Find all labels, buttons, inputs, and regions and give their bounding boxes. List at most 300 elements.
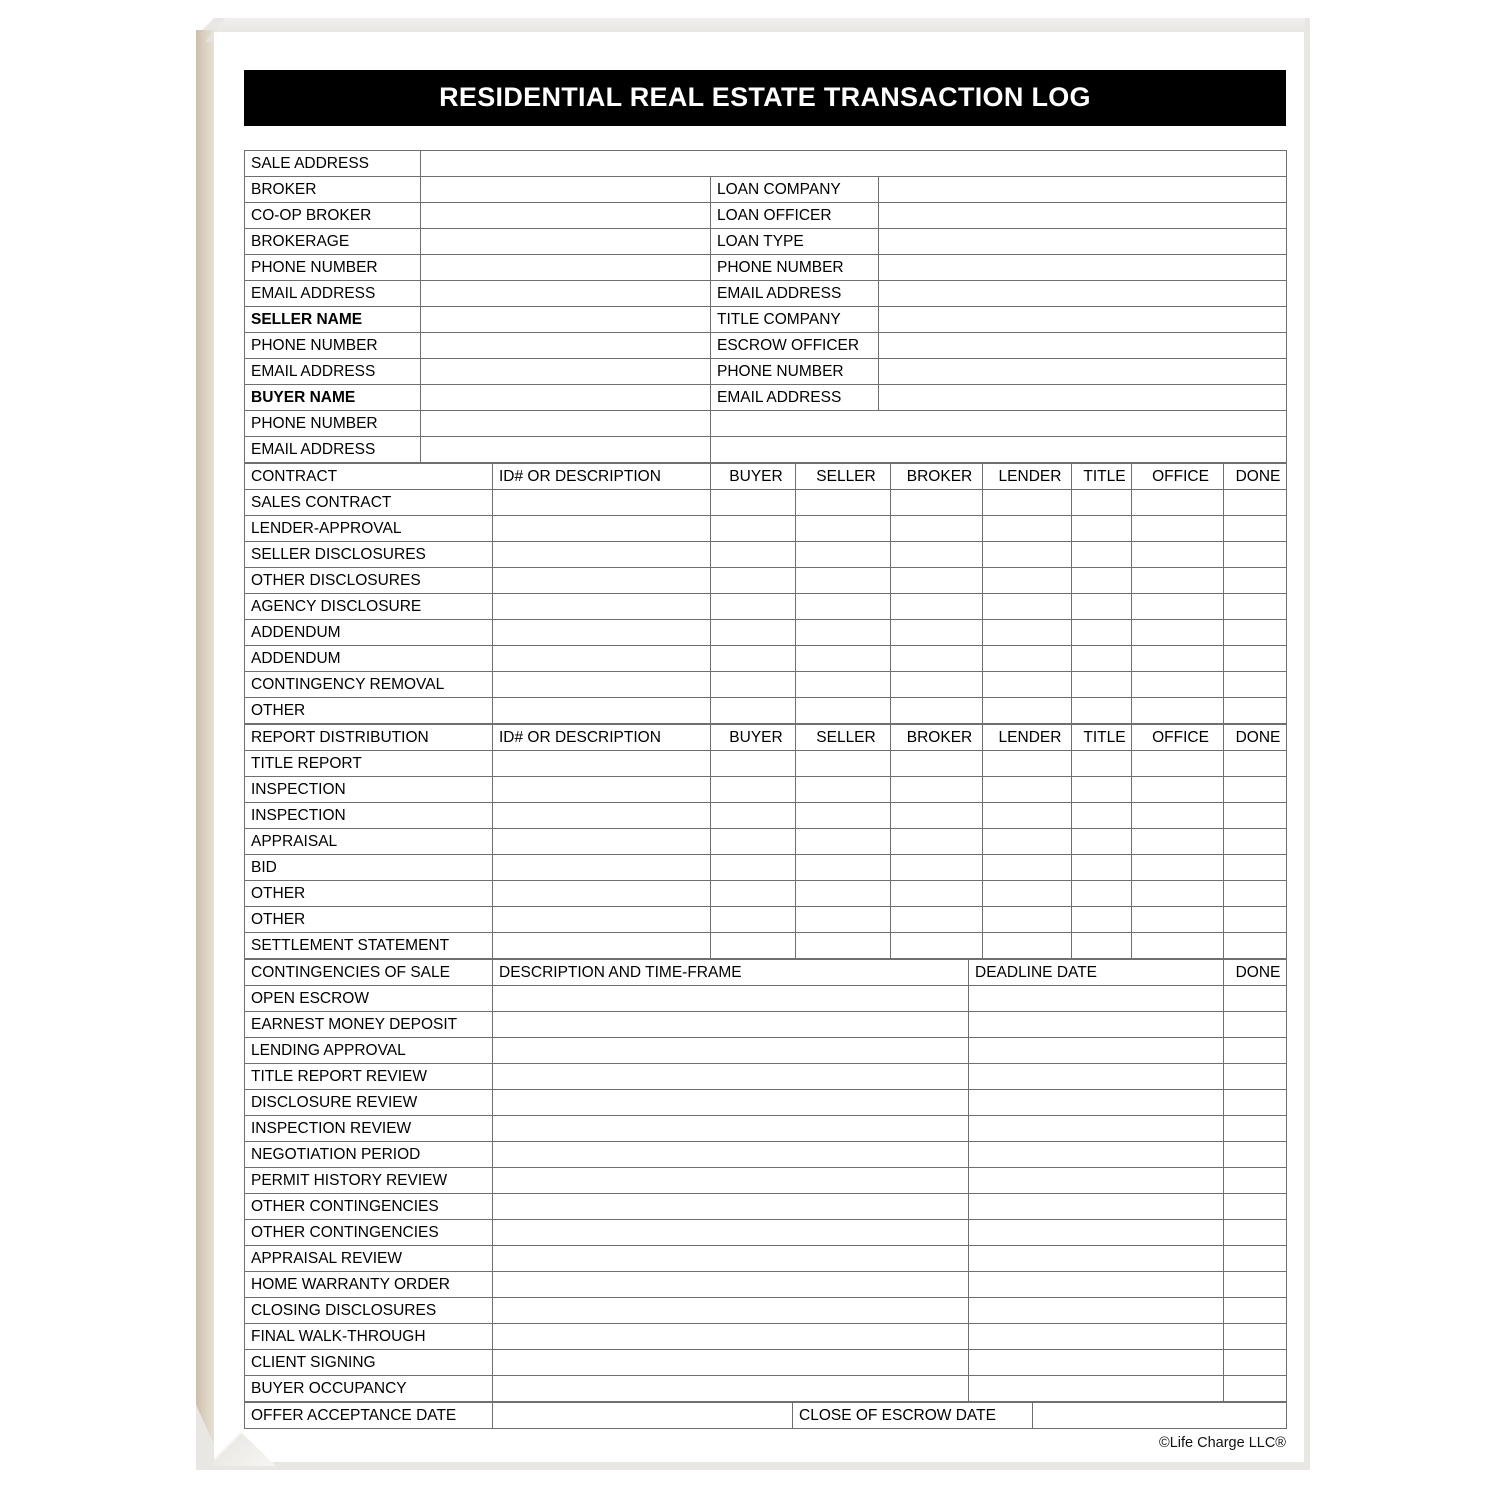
contract-cell-8-8 (1224, 698, 1287, 724)
report-cell-7-1 (493, 933, 711, 959)
contingency-row (245, 1350, 1287, 1376)
contingency-done-6 (1224, 1142, 1287, 1168)
report-cell-5-1 (493, 881, 711, 907)
report-cell-0-8 (1224, 751, 1287, 777)
contact-info-table (244, 150, 1287, 463)
contingency-description-10 (493, 1246, 969, 1272)
contingency-label-appraisal-review-10: APPRAISAL REVIEW (245, 1246, 493, 1272)
contract-row (245, 620, 1287, 646)
contract-cell-6-8 (1224, 646, 1287, 672)
contingency-description-4 (493, 1090, 969, 1116)
contract-cell-3-8 (1224, 568, 1287, 594)
contract-cell-5-7 (1132, 620, 1224, 646)
contingency-deadline-10 (969, 1246, 1224, 1272)
contingency-description-15 (493, 1376, 969, 1402)
report-label-inspection-2: INSPECTION (245, 803, 493, 829)
report-header-broker-4: BROKER (891, 725, 983, 751)
contract-row (245, 490, 1287, 516)
report-cell-6-4 (891, 907, 983, 933)
report-cell-0-1 (493, 751, 711, 777)
contract-cell-8-5 (983, 698, 1072, 724)
contingency-description-7 (493, 1168, 969, 1194)
contract-cell-1-7 (1132, 516, 1224, 542)
contingency-deadline-7 (969, 1168, 1224, 1194)
label-email-address-left: EMAIL ADDRESS (245, 437, 421, 463)
contract-cell-1-1 (493, 516, 711, 542)
contract-cell-0-3 (796, 490, 891, 516)
report-cell-4-8 (1224, 855, 1287, 881)
report-cell-5-3 (796, 881, 891, 907)
contract-row (245, 672, 1287, 698)
contingency-row (245, 1324, 1287, 1350)
input-email-address-left (421, 281, 711, 307)
contact-row (245, 411, 1287, 437)
report-cell-6-3 (796, 907, 891, 933)
contract-header-buyer-2: BUYER (711, 464, 796, 490)
copyright-notice: ©Life Charge LLC® (1159, 1435, 1286, 1451)
input-phone-number-left (421, 411, 711, 437)
contingency-deadline-6 (969, 1142, 1224, 1168)
contract-cell-0-8 (1224, 490, 1287, 516)
input-email-address-right-ext (711, 437, 1287, 463)
dates-table (244, 1402, 1287, 1429)
report-cell-7-7 (1132, 933, 1224, 959)
report-header-seller-3: SELLER (796, 725, 891, 751)
contract-cell-6-5 (983, 646, 1072, 672)
report-cell-2-4 (891, 803, 983, 829)
contract-header-broker-4: BROKER (891, 464, 983, 490)
report-cell-2-5 (983, 803, 1072, 829)
contract-cell-2-8 (1224, 542, 1287, 568)
label-seller-name-left: SELLER NAME (245, 307, 421, 333)
contract-cell-0-7 (1132, 490, 1224, 516)
contingency-label-client-signing-14: CLIENT SIGNING (245, 1350, 493, 1376)
contingency-deadline-15 (969, 1376, 1224, 1402)
input-loan-company-right (879, 177, 1287, 203)
contingency-label-lending-approval-2: LENDING APPROVAL (245, 1038, 493, 1064)
contact-row (245, 255, 1287, 281)
contingency-done-4 (1224, 1090, 1287, 1116)
report-cell-1-2 (711, 777, 796, 803)
contract-cell-8-7 (1132, 698, 1224, 724)
report-row (245, 855, 1287, 881)
report-cell-1-5 (983, 777, 1072, 803)
contingency-done-8 (1224, 1194, 1287, 1220)
report-cell-7-2 (711, 933, 796, 959)
report-label-inspection-1: INSPECTION (245, 777, 493, 803)
report-header-report-distribution-0: REPORT DISTRIBUTION (245, 725, 493, 751)
input-phone-number-left (421, 255, 711, 281)
contract-cell-4-6 (1072, 594, 1132, 620)
contact-row (245, 385, 1287, 411)
contract-cell-7-7 (1132, 672, 1224, 698)
contingency-done-9 (1224, 1220, 1287, 1246)
contingency-label-disclosure-review-4: DISCLOSURE REVIEW (245, 1090, 493, 1116)
report-cell-5-5 (983, 881, 1072, 907)
report-header-office-7: OFFICE (1132, 725, 1224, 751)
report-cell-7-3 (796, 933, 891, 959)
contract-cell-4-4 (891, 594, 983, 620)
contingency-deadline-0 (969, 986, 1224, 1012)
contingency-label-buyer-occupancy-15: BUYER OCCUPANCY (245, 1376, 493, 1402)
contract-row (245, 698, 1287, 724)
contract-cell-7-5 (983, 672, 1072, 698)
label-phone-number-left: PHONE NUMBER (245, 411, 421, 437)
label-phone-number-left: PHONE NUMBER (245, 255, 421, 281)
input-broker-left (421, 177, 711, 203)
input-escrow-officer-right (879, 333, 1287, 359)
contingency-row (245, 1220, 1287, 1246)
report-cell-3-1 (493, 829, 711, 855)
contract-cell-7-2 (711, 672, 796, 698)
label-phone-number-left: PHONE NUMBER (245, 333, 421, 359)
contract-cell-5-6 (1072, 620, 1132, 646)
contract-cell-5-3 (796, 620, 891, 646)
input-email-address-left (421, 359, 711, 385)
contract-cell-6-6 (1072, 646, 1132, 672)
input-seller-name-left (421, 307, 711, 333)
report-label-other-6: OTHER (245, 907, 493, 933)
report-cell-3-4 (891, 829, 983, 855)
report-cell-7-4 (891, 933, 983, 959)
label-loan-officer-right: LOAN OFFICER (711, 203, 879, 229)
input-close-of-escrow-date (1033, 1403, 1287, 1429)
contingency-label-inspection-review-5: INSPECTION REVIEW (245, 1116, 493, 1142)
contract-header-contract-0: CONTRACT (245, 464, 493, 490)
label-brokerage-left: BROKERAGE (245, 229, 421, 255)
input-loan-officer-right (879, 203, 1287, 229)
contract-cell-1-4 (891, 516, 983, 542)
report-header-lender-5: LENDER (983, 725, 1072, 751)
contract-cell-1-2 (711, 516, 796, 542)
report-header-buyer-2: BUYER (711, 725, 796, 751)
contingency-done-12 (1224, 1298, 1287, 1324)
report-cell-3-6 (1072, 829, 1132, 855)
report-row (245, 933, 1287, 959)
contingency-description-11 (493, 1272, 969, 1298)
contingency-row (245, 1376, 1287, 1402)
report-cell-2-1 (493, 803, 711, 829)
label-loan-company-right: LOAN COMPANY (711, 177, 879, 203)
contingency-row (245, 1090, 1287, 1116)
contingency-row (245, 1038, 1287, 1064)
label-email-address-right: EMAIL ADDRESS (711, 385, 879, 411)
contingency-done-11 (1224, 1272, 1287, 1298)
contingency-description-13 (493, 1324, 969, 1350)
report-cell-6-8 (1224, 907, 1287, 933)
contingency-description-9 (493, 1220, 969, 1246)
contact-row (245, 177, 1287, 203)
contingency-deadline-3 (969, 1064, 1224, 1090)
label-email-address-right: EMAIL ADDRESS (711, 281, 879, 307)
contingency-deadline-8 (969, 1194, 1224, 1220)
contract-cell-6-1 (493, 646, 711, 672)
contingency-deadline-2 (969, 1038, 1224, 1064)
report-cell-4-4 (891, 855, 983, 881)
contingency-header-done: DONE (1224, 960, 1287, 986)
contingency-done-1 (1224, 1012, 1287, 1038)
contingency-description-6 (493, 1142, 969, 1168)
contingency-done-15 (1224, 1376, 1287, 1402)
report-cell-4-5 (983, 855, 1072, 881)
contract-cell-3-6 (1072, 568, 1132, 594)
title-spacer (244, 126, 1286, 150)
report-cell-1-8 (1224, 777, 1287, 803)
report-cell-1-7 (1132, 777, 1224, 803)
contingency-header-deadline-date: DEADLINE DATE (969, 960, 1224, 986)
contingency-label-final-walk-through-13: FINAL WALK-THROUGH (245, 1324, 493, 1350)
contract-label-addendum-6: ADDENDUM (245, 646, 493, 672)
contract-row (245, 568, 1287, 594)
contract-cell-2-2 (711, 542, 796, 568)
contingency-header-row (245, 960, 1287, 986)
contract-label-agency-disclosure-4: AGENCY DISCLOSURE (245, 594, 493, 620)
contingency-row (245, 986, 1287, 1012)
contract-header-office-7: OFFICE (1132, 464, 1224, 490)
contract-cell-7-6 (1072, 672, 1132, 698)
report-cell-5-2 (711, 881, 796, 907)
contingency-description-0 (493, 986, 969, 1012)
report-label-settlement-statement-7: SETTLEMENT STATEMENT (245, 933, 493, 959)
contract-header-lender-5: LENDER (983, 464, 1072, 490)
contingency-label-title-report-review-3: TITLE REPORT REVIEW (245, 1064, 493, 1090)
report-row (245, 751, 1287, 777)
report-cell-4-1 (493, 855, 711, 881)
contract-cell-4-8 (1224, 594, 1287, 620)
report-cell-1-3 (796, 777, 891, 803)
contract-cell-3-1 (493, 568, 711, 594)
contingency-description-5 (493, 1116, 969, 1142)
contingency-label-other-contingencies-9: OTHER CONTINGENCIES (245, 1220, 493, 1246)
contingency-deadline-14 (969, 1350, 1224, 1376)
contract-cell-5-2 (711, 620, 796, 646)
contact-row (245, 333, 1287, 359)
contingency-row (245, 1116, 1287, 1142)
report-header-row (245, 725, 1287, 751)
report-row (245, 829, 1287, 855)
contact-row (245, 359, 1287, 385)
input-email-address-left (421, 437, 711, 463)
contingency-description-3 (493, 1064, 969, 1090)
report-cell-2-3 (796, 803, 891, 829)
contact-row-sale-address (245, 151, 1287, 177)
input-phone-number-right (879, 359, 1287, 385)
input-brokerage-left (421, 229, 711, 255)
report-header-id-or-description-1: ID# OR DESCRIPTION (493, 725, 711, 751)
contract-label-other-8: OTHER (245, 698, 493, 724)
report-cell-7-8 (1224, 933, 1287, 959)
contingency-description-12 (493, 1298, 969, 1324)
report-cell-5-7 (1132, 881, 1224, 907)
contract-cell-2-3 (796, 542, 891, 568)
contract-row (245, 646, 1287, 672)
contract-label-contingency-removal-7: CONTINGENCY REMOVAL (245, 672, 493, 698)
contract-cell-3-4 (891, 568, 983, 594)
contingency-done-0 (1224, 986, 1287, 1012)
report-cell-4-6 (1072, 855, 1132, 881)
contingency-done-13 (1224, 1324, 1287, 1350)
contingency-done-14 (1224, 1350, 1287, 1376)
label-email-address-left: EMAIL ADDRESS (245, 281, 421, 307)
report-cell-2-8 (1224, 803, 1287, 829)
contingency-description-1 (493, 1012, 969, 1038)
report-cell-2-7 (1132, 803, 1224, 829)
report-cell-0-3 (796, 751, 891, 777)
contract-cell-5-8 (1224, 620, 1287, 646)
report-row (245, 907, 1287, 933)
input-buyer-name-left (421, 385, 711, 411)
contract-cell-5-5 (983, 620, 1072, 646)
contract-cell-2-1 (493, 542, 711, 568)
input-phone-number-right (879, 255, 1287, 281)
contract-cell-2-5 (983, 542, 1072, 568)
contingency-row (245, 1012, 1287, 1038)
contract-cell-4-5 (983, 594, 1072, 620)
contract-label-seller-disclosures-2: SELLER DISCLOSURES (245, 542, 493, 568)
contingency-label-closing-disclosures-12: CLOSING DISCLOSURES (245, 1298, 493, 1324)
contingency-done-5 (1224, 1116, 1287, 1142)
report-cell-7-5 (983, 933, 1072, 959)
report-cell-6-2 (711, 907, 796, 933)
contingency-row (245, 1298, 1287, 1324)
contract-cell-5-4 (891, 620, 983, 646)
report-cell-4-3 (796, 855, 891, 881)
contract-header-done-8: DONE (1224, 464, 1287, 490)
contingency-label-permit-history-review-7: PERMIT HISTORY REVIEW (245, 1168, 493, 1194)
label-broker-left: BROKER (245, 177, 421, 203)
contingency-deadline-11 (969, 1272, 1224, 1298)
report-cell-1-1 (493, 777, 711, 803)
contract-cell-2-4 (891, 542, 983, 568)
contract-cell-1-3 (796, 516, 891, 542)
contact-row (245, 437, 1287, 463)
report-label-bid-4: BID (245, 855, 493, 881)
report-header-title-6: TITLE (1072, 725, 1132, 751)
contact-row (245, 307, 1287, 333)
contingency-deadline-12 (969, 1298, 1224, 1324)
report-cell-1-6 (1072, 777, 1132, 803)
contract-cell-3-7 (1132, 568, 1224, 594)
label-buyer-name-left: BUYER NAME (245, 385, 421, 411)
report-row (245, 881, 1287, 907)
report-cell-3-2 (711, 829, 796, 855)
report-cell-6-7 (1132, 907, 1224, 933)
label-title-company-right: TITLE COMPANY (711, 307, 879, 333)
report-cell-0-2 (711, 751, 796, 777)
contingency-header-contingencies-of-sale: CONTINGENCIES OF SALE (245, 960, 493, 986)
contingency-header-description-and-time-frame: DESCRIPTION AND TIME-FRAME (493, 960, 969, 986)
report-cell-5-4 (891, 881, 983, 907)
contingency-description-14 (493, 1350, 969, 1376)
contract-cell-0-5 (983, 490, 1072, 516)
contract-cell-7-4 (891, 672, 983, 698)
contract-cell-1-6 (1072, 516, 1132, 542)
contract-label-lender-approval-1: LENDER-APPROVAL (245, 516, 493, 542)
contract-cell-6-7 (1132, 646, 1224, 672)
contract-cell-0-4 (891, 490, 983, 516)
report-cell-2-6 (1072, 803, 1132, 829)
report-cell-6-5 (983, 907, 1072, 933)
contingency-deadline-9 (969, 1220, 1224, 1246)
contingency-label-negotiation-period-6: NEGOTIATION PERIOD (245, 1142, 493, 1168)
contact-row (245, 281, 1287, 307)
input-phone-number-left (421, 333, 711, 359)
page-title: RESIDENTIAL REAL ESTATE TRANSACTION LOG (244, 70, 1286, 126)
contract-header-id-or-description-1: ID# OR DESCRIPTION (493, 464, 711, 490)
contract-cell-4-7 (1132, 594, 1224, 620)
contingency-row (245, 1168, 1287, 1194)
contingency-label-other-contingencies-8: OTHER CONTINGENCIES (245, 1194, 493, 1220)
input-sale-address (421, 151, 1287, 177)
report-distribution-table (244, 724, 1287, 959)
contract-cell-3-5 (983, 568, 1072, 594)
contract-cell-1-8 (1224, 516, 1287, 542)
dates-row (245, 1403, 1287, 1429)
contract-header-title-6: TITLE (1072, 464, 1132, 490)
contingency-label-home-warranty-order-11: HOME WARRANTY ORDER (245, 1272, 493, 1298)
report-label-appraisal-3: APPRAISAL (245, 829, 493, 855)
transaction-log-form (244, 70, 1286, 1451)
contingency-row (245, 1194, 1287, 1220)
contract-cell-6-3 (796, 646, 891, 672)
contact-row (245, 229, 1287, 255)
report-cell-3-7 (1132, 829, 1224, 855)
contingency-done-10 (1224, 1246, 1287, 1272)
input-loan-type-right (879, 229, 1287, 255)
contract-cell-7-3 (796, 672, 891, 698)
report-cell-0-7 (1132, 751, 1224, 777)
report-label-title-report-0: TITLE REPORT (245, 751, 493, 777)
contingency-row (245, 1246, 1287, 1272)
report-header-done-8: DONE (1224, 725, 1287, 751)
contract-cell-2-6 (1072, 542, 1132, 568)
contract-cell-3-3 (796, 568, 891, 594)
contract-cell-4-3 (796, 594, 891, 620)
report-label-other-5: OTHER (245, 881, 493, 907)
contract-cell-0-6 (1072, 490, 1132, 516)
contract-cell-6-4 (891, 646, 983, 672)
contract-cell-8-2 (711, 698, 796, 724)
contingency-row (245, 1272, 1287, 1298)
report-cell-0-6 (1072, 751, 1132, 777)
contract-cell-7-1 (493, 672, 711, 698)
contract-table (244, 463, 1287, 724)
contingency-done-3 (1224, 1064, 1287, 1090)
report-row (245, 803, 1287, 829)
contract-cell-8-4 (891, 698, 983, 724)
contingency-label-earnest-money-deposit-1: EARNEST MONEY DEPOSIT (245, 1012, 493, 1038)
contract-cell-7-8 (1224, 672, 1287, 698)
contract-label-other-disclosures-3: OTHER DISCLOSURES (245, 568, 493, 594)
report-cell-6-1 (493, 907, 711, 933)
label-close-of-escrow-date: CLOSE OF ESCROW DATE (793, 1403, 1033, 1429)
contingency-row (245, 1064, 1287, 1090)
report-cell-7-6 (1072, 933, 1132, 959)
contingency-deadline-13 (969, 1324, 1224, 1350)
contract-cell-4-1 (493, 594, 711, 620)
label-phone-number-right: PHONE NUMBER (711, 255, 879, 281)
contract-cell-4-2 (711, 594, 796, 620)
contingency-row (245, 1142, 1287, 1168)
contingency-deadline-5 (969, 1116, 1224, 1142)
report-cell-4-7 (1132, 855, 1224, 881)
input-co-op-broker-left (421, 203, 711, 229)
contact-row (245, 203, 1287, 229)
contract-header-seller-3: SELLER (796, 464, 891, 490)
contract-cell-8-6 (1072, 698, 1132, 724)
contract-cell-1-5 (983, 516, 1072, 542)
contract-cell-8-1 (493, 698, 711, 724)
